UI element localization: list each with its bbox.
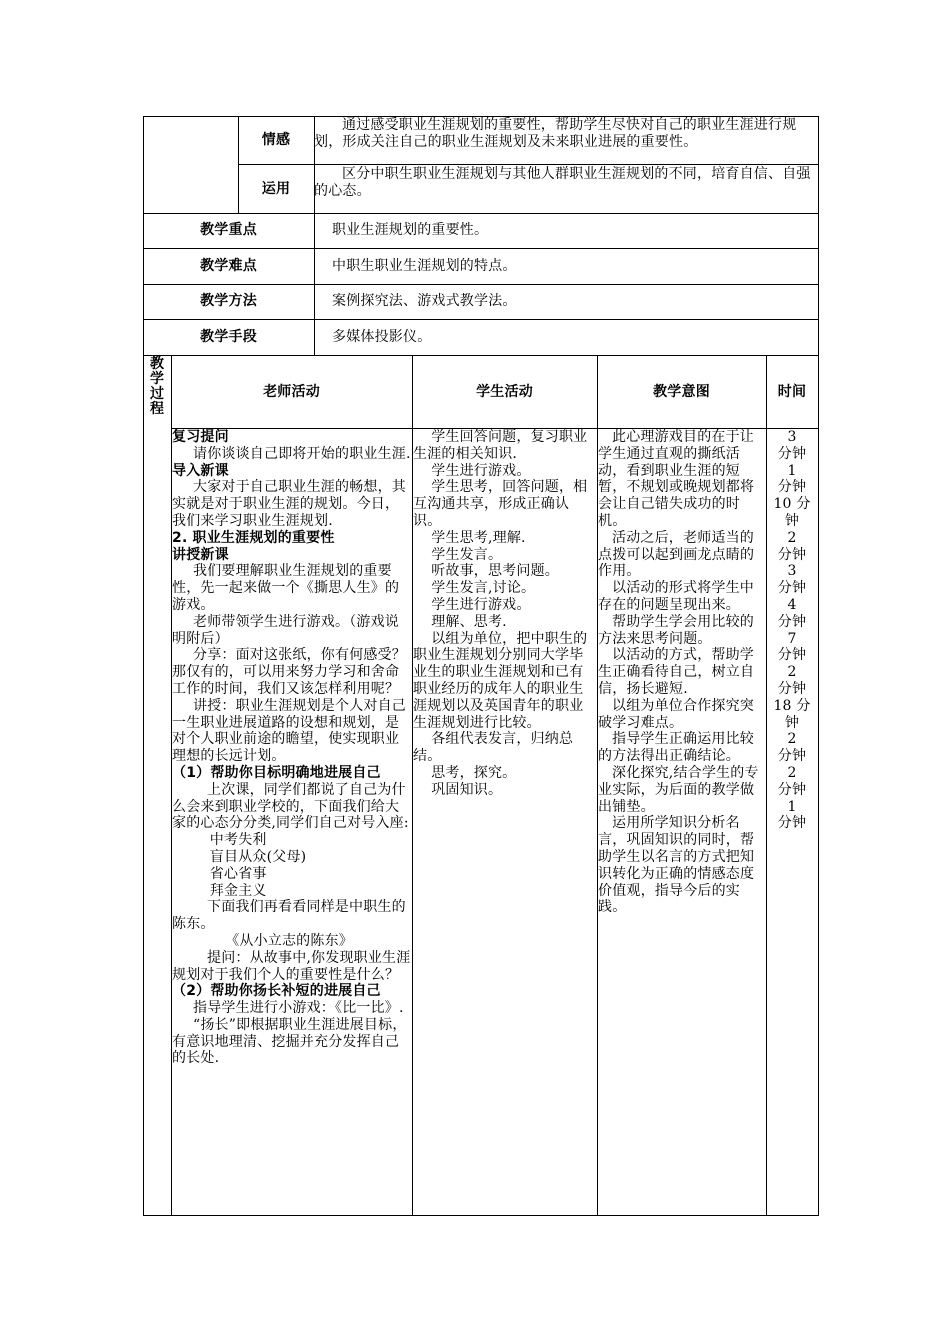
- teacher-heading: 2. 职业生涯规划的重要性: [172, 529, 335, 546]
- teacher-paragraph: 提问：从故事中,你发现职业生涯规划对于我们个人的重要性是什么？: [172, 949, 411, 983]
- time-item: 分钟: [777, 815, 807, 832]
- header-intent: 教学意图: [653, 384, 710, 400]
- row-label-difficulty: 教学难点: [200, 258, 257, 274]
- teacher-paragraph: 讲授：职业生涯规划是个人对自己一生职业进展道路的设想和规划，是对个人职业前途的瞻望，使实现职业理想的长远计划。: [172, 697, 406, 765]
- student-activity-item: 以组为单位，把中职生的职业生涯规划分别同大学毕业生的职业生涯规划和已有职业经历的成年人的职业生涯规划以及英国青年的职业生涯规划进行比较。: [413, 630, 588, 731]
- time-item: 1: [787, 798, 797, 815]
- row-label-key-point: 教学重点: [200, 222, 257, 238]
- intent-item: 深化探究,结合学生的专业实际，为后面的教学做出铺垫。: [598, 764, 759, 815]
- student-activity-item: 巩固知识。: [431, 781, 503, 798]
- intent-item: 以活动的方式，帮助学生正确看待自己，树立自信，扬长避短.: [598, 647, 755, 697]
- time-item: 分钟: [777, 479, 807, 496]
- time-item: 钟: [784, 714, 800, 731]
- teacher-paragraph: “扬长”即根据职业生涯进展目标，有意识地理清、挖掘并充分发挥自己的长处.: [172, 1016, 407, 1067]
- time-item: 2: [787, 731, 797, 748]
- teacher-paragraph: 大家对于自己职业生涯的畅想，其实就是对于职业生涯的规划。今日，我们来学习职业生涯规划.: [172, 479, 406, 529]
- intent-item: 活动之后，老师适当的点拨可以起到画龙点睛的作用。: [598, 529, 755, 580]
- student-activity-item: 思考，探究。: [431, 764, 517, 781]
- intent-item: 指导学生正确运用比较的方法得出正确结论。: [598, 731, 754, 765]
- process-side-label-text: 教学过程: [150, 356, 164, 417]
- time-item: 分钟: [777, 546, 807, 563]
- intent-item: 运用所学知识分析名言，巩固知识的同时，帮助学生以名言的方式把知识转化为正确的情感态度价值观，指导今后的实践。: [598, 815, 755, 916]
- table-divider: [238, 164, 819, 165]
- student-activity-item: 学生回答问题，复习职业生涯的相关知识.: [413, 429, 588, 462]
- time-item: 钟: [784, 512, 800, 529]
- time-item: 1: [787, 462, 797, 479]
- student-activity-item: 学生进行游戏。: [431, 462, 531, 479]
- table-divider: [143, 319, 819, 320]
- table-divider: [238, 116, 239, 213]
- intent-column: [598, 429, 765, 916]
- time-item: 分钟: [777, 613, 807, 630]
- teacher-paragraph: 拜金主义: [209, 882, 267, 899]
- teacher-heading: 导入新课: [172, 462, 229, 479]
- row-value-means: 多媒体投影仪。: [332, 329, 432, 345]
- time-item: 分钟: [777, 445, 807, 462]
- teacher-paragraph: 省心省事: [209, 865, 267, 882]
- time-item: 3: [787, 429, 797, 445]
- time-item: 分钟: [777, 781, 807, 798]
- teacher-paragraph: 盲目从众(父母): [209, 848, 307, 865]
- time-item: 分钟: [777, 647, 807, 664]
- table-divider: [143, 355, 819, 356]
- teacher-paragraph: 分享：面对这张纸，你有何感受？那仅有的，可以用来努力学习和舍命工作的时间，我们又该怎样利用呢？: [172, 647, 406, 697]
- teacher-heading: （1）帮助你目标明确地进展自己: [172, 764, 381, 781]
- teacher-heading: （2）帮助你扬长补短的进展自己: [172, 983, 381, 1000]
- objective-label: 情感: [261, 132, 291, 148]
- row-label-method: 教学方法: [200, 293, 257, 309]
- objective-text: 通过感受职业生涯规划的重要性，帮助学生尽快对自己的职业生涯进行规划，形成关注自己的职业生涯规划及未来职业进展的重要性。: [314, 117, 797, 150]
- student-activity-item: 学生思考,理解.: [431, 529, 526, 546]
- table-border: [143, 116, 144, 1215]
- student-activity-item: 学生思考，回答问题，相互沟通共享，形成正确认识。: [413, 479, 588, 529]
- time-item: 分钟: [777, 748, 807, 765]
- table-divider: [314, 116, 315, 355]
- student-activity-item: 学生发言。: [431, 546, 503, 563]
- time-item: 2: [787, 664, 797, 681]
- teacher-paragraph: 《从小立志的陈东》: [225, 932, 353, 949]
- student-activity-column: [413, 429, 596, 799]
- teacher-paragraph: 下面我们再看看同样是中职生的陈东。: [172, 899, 406, 933]
- row-value-difficulty: 中职生职业生涯规划的特点。: [332, 258, 517, 274]
- intent-item: 帮助学生学会用比较的方法来思考问题。: [598, 613, 754, 647]
- table-border: [818, 116, 819, 1215]
- teacher-paragraph: 请你谈谈自己即将开始的职业生涯.: [193, 445, 411, 462]
- intent-item: 以活动的形式将学生中存在的问题呈现出来。: [598, 580, 754, 613]
- objective-text: 区分中职生职业生涯规划与其他人群职业生涯规划的不同，培育自信、自强的心态。: [314, 166, 811, 199]
- teacher-paragraph: 中考失利: [209, 832, 267, 849]
- teacher-paragraph: 我们要理解职业生涯规划的重要性，先一起来做一个《撕思人生》的游戏。: [172, 563, 400, 613]
- student-activity-item: 各组代表发言，归纳总结。: [413, 731, 574, 765]
- time-item: 2: [787, 764, 797, 781]
- teacher-heading: 复习提问: [172, 429, 229, 445]
- teacher-paragraph: 上次课，同学们都说了自己为什么会来到职业学校的，下面我们给大家的心态分分类,同学们自己对号入座:: [172, 781, 409, 832]
- time-item: 10 分: [773, 496, 811, 513]
- time-item: 7: [787, 630, 797, 647]
- student-activity-item: 学生发言,讨论。: [431, 580, 536, 597]
- table-divider: [143, 213, 819, 214]
- teacher-paragraph: 老师带领学生进行游戏。（游戏说明附后）: [172, 613, 399, 647]
- table-divider: [143, 248, 819, 249]
- row-label-means: 教学手段: [200, 329, 257, 345]
- student-activity-item: 理解、思考.: [431, 613, 507, 630]
- objective-label: 运用: [261, 181, 291, 197]
- header-teacher: 老师活动: [263, 384, 320, 400]
- process-side-label: [149, 357, 165, 417]
- header-student: 学生活动: [476, 384, 533, 400]
- row-value-method: 案例探究法、游戏式教学法。: [332, 293, 517, 309]
- teacher-paragraph: 指导学生进行小游戏：《比一比》.: [193, 1000, 404, 1017]
- time-item: 分钟: [777, 580, 807, 597]
- intent-item: 以组为单位合作探究突破学习难点。: [598, 697, 754, 731]
- table-divider: [143, 284, 819, 285]
- header-time: 时间: [777, 384, 807, 400]
- student-activity-item: 听故事，思考问题。: [431, 563, 559, 580]
- time-item: 18 分: [773, 697, 811, 714]
- time-column: [767, 429, 817, 832]
- teacher-activity-column: [172, 429, 411, 1067]
- table-border: [143, 1215, 819, 1216]
- teacher-heading: 讲授新课: [172, 546, 229, 563]
- time-item: 2: [787, 529, 797, 546]
- time-item: 4: [787, 596, 797, 613]
- time-item: 3: [787, 563, 797, 580]
- intent-item: 此心理游戏目的在于让学生通过直观的撕纸活动，看到职业生涯的短暂，不规划或晚规划都将会让自己错失成功的时机。: [598, 429, 755, 529]
- time-item: 分钟: [777, 680, 807, 697]
- student-activity-item: 学生进行游戏。: [431, 596, 531, 613]
- row-value-key-point: 职业生涯规划的重要性。: [332, 222, 489, 238]
